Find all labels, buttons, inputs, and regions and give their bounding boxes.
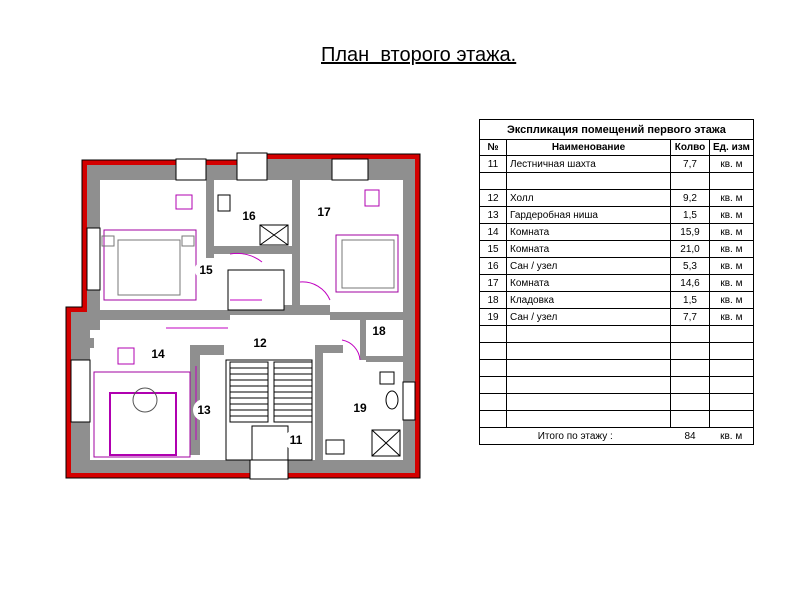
row-no: [480, 411, 507, 428]
row-qty: 7,7: [671, 309, 710, 326]
table-row: [480, 207, 754, 224]
row-qty: [671, 173, 710, 190]
room-label-17: 17: [317, 205, 331, 219]
row-qty: [671, 326, 710, 343]
row-name: [507, 326, 671, 343]
header-qty: Колво: [671, 140, 710, 156]
row-unit: кв. м: [710, 207, 754, 224]
row-no: 19: [480, 309, 507, 326]
table-row: [480, 173, 754, 190]
table-row: [480, 394, 754, 411]
header-no: №: [480, 140, 507, 156]
row-unit: [710, 411, 754, 428]
header-unit: Ед. изм: [710, 140, 754, 156]
row-name: [507, 394, 671, 411]
room-label-15: 15: [199, 263, 213, 277]
row-name: [507, 377, 671, 394]
row-name: Сан / узел: [507, 309, 671, 326]
row-name: [507, 360, 671, 377]
row-no: [480, 360, 507, 377]
row-name: Комната: [507, 241, 671, 258]
table-row: [480, 411, 754, 428]
row-no: [480, 377, 507, 394]
row-qty: 1,5: [671, 292, 710, 309]
explication-table: [479, 119, 754, 445]
row-no: 11: [480, 156, 507, 173]
row-unit: [710, 360, 754, 377]
table-row: [480, 258, 754, 275]
row-unit: [710, 173, 754, 190]
room-label-13: 13: [197, 403, 211, 417]
room-label-14: 14: [151, 347, 165, 361]
total-label: Итого по этажу :: [480, 428, 671, 445]
row-no: [480, 173, 507, 190]
row-name: Лестничная шахта: [507, 156, 671, 173]
row-unit: кв. м: [710, 190, 754, 207]
row-name: Комната: [507, 224, 671, 241]
row-no: [480, 394, 507, 411]
row-unit: кв. м: [710, 156, 754, 173]
room-label-19: 19: [353, 401, 367, 415]
total-unit: кв. м: [710, 428, 754, 445]
row-name: Комната: [507, 275, 671, 292]
row-qty: 9,2: [671, 190, 710, 207]
table-row: [480, 360, 754, 377]
row-unit: кв. м: [710, 275, 754, 292]
row-no: 15: [480, 241, 507, 258]
table-row: [480, 377, 754, 394]
row-unit: кв. м: [710, 258, 754, 275]
row-qty: 21,0: [671, 241, 710, 258]
table-row: [480, 326, 754, 343]
explication-header-row: [480, 140, 754, 156]
row-no: [480, 343, 507, 360]
row-no: 17: [480, 275, 507, 292]
table-row: [480, 343, 754, 360]
row-qty: 15,9: [671, 224, 710, 241]
row-qty: 7,7: [671, 156, 710, 173]
row-name: [507, 343, 671, 360]
row-unit: [710, 377, 754, 394]
row-name: Сан / узел: [507, 258, 671, 275]
row-name: [507, 173, 671, 190]
explication-caption: Экспликация помещений первого этажа: [480, 120, 754, 140]
row-qty: [671, 394, 710, 411]
row-unit: [710, 394, 754, 411]
row-unit: [710, 326, 754, 343]
explication-total-row: [480, 428, 754, 445]
row-name: Кладовка: [507, 292, 671, 309]
table-row: [480, 275, 754, 292]
row-unit: кв. м: [710, 241, 754, 258]
table-row: [480, 224, 754, 241]
explication-rows: [480, 156, 754, 428]
row-unit: кв. м: [710, 309, 754, 326]
page-title: План второго этажа.: [321, 44, 517, 66]
row-no: 18: [480, 292, 507, 309]
room-label-11: 11: [289, 433, 303, 447]
row-unit: [710, 343, 754, 360]
row-no: [480, 326, 507, 343]
row-unit: кв. м: [710, 224, 754, 241]
row-name: Гардеробная ниша: [507, 207, 671, 224]
table-row: [480, 241, 754, 258]
row-no: 13: [480, 207, 507, 224]
row-qty: [671, 360, 710, 377]
row-qty: 5,3: [671, 258, 710, 275]
table-row: [480, 156, 754, 173]
row-qty: [671, 411, 710, 428]
row-qty: 1,5: [671, 207, 710, 224]
total-qty: 84: [671, 428, 710, 445]
row-qty: [671, 343, 710, 360]
header-name: Наименование: [507, 140, 671, 156]
room-label-18: 18: [372, 324, 386, 338]
room-label-16: 16: [242, 209, 256, 223]
row-name: [507, 411, 671, 428]
room-label-12: 12: [253, 336, 267, 350]
row-no: 14: [480, 224, 507, 241]
table-row: [480, 292, 754, 309]
table-row: [480, 309, 754, 326]
row-qty: 14,6: [671, 275, 710, 292]
row-qty: [671, 377, 710, 394]
row-name: Холл: [507, 190, 671, 207]
table-row: [480, 190, 754, 207]
row-unit: кв. м: [710, 292, 754, 309]
row-no: 12: [480, 190, 507, 207]
row-no: 16: [480, 258, 507, 275]
